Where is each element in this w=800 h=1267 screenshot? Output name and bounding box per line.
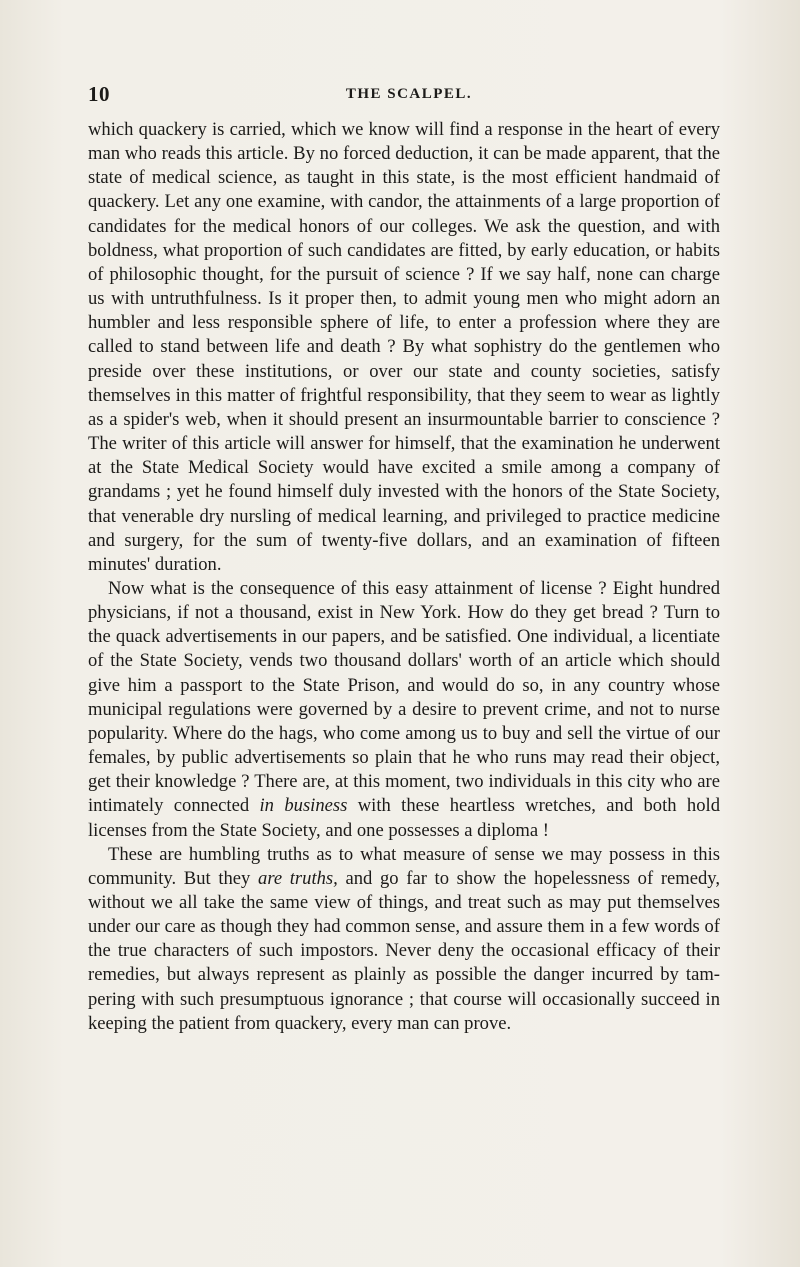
paragraph-2-text-a: Now what is the consequence of this easy attainment of license ? Eight hundred physicians, if not a thousand, exist in New York. How do they get bread ? Turn to the quack advertisements in our papers, and be satisfied. One individual, a licentiate of the State Society, vends two thousand dollars' worth of an article which should give him a passport to the State Prison, and would do so, in any country whose municipal regulations were governed by a desire to prevent crime, and not to nurse popularity. Where do the hags, who come among us to buy and sell the virtue of our females, by public advertisements so plain that he who runs may read their object, get their knowledge ? There are, at this moment, two individuals in this city who are intimately connected: [88, 577, 720, 817]
paragraph-3-text-b: and go far to show the hopelessness of remedy, without we all take the same view of things, and treat such as may put themselves under our care as though they had common sense, and assure them in a few words of the true characters of such impostors. Never deny the occasional efficacy of their remedies, but always represent as plainly as possible the danger incurred by tampering with such presumptuous ignorance ; that course will occasionally succeed in keeping the patient from quackery, every man can prove.: [88, 867, 721, 1034]
paragraph-2-text-b: with these heartless wretches, and both hold licenses from the State Society, and one possesses a diploma !: [88, 795, 720, 841]
page-number: 10: [88, 82, 110, 106]
paragraph-3-text-a: These are humbling truths as to what measure of sense we may possess in this community. But they: [88, 843, 720, 889]
paragraph-1: which quackery is carried, which we know will find a response in the heart of every man who reads this article. By no forced deduction, it can be made apparent, that the state of medical science, as taught in this state, is the most efficient handmaid of quackery. Let any one examine, with candor, the attainments of a large proportion of candidates for the medical honors of our colleges. We ask the question, and with boldness, what proportion of such candidates are fitted, by early education, or habits of philosophic thought, for the pursuit of science ? If we say half, none can charge us with untruthfulness. Is it proper then, to admit young men who might adorn an humbler and less responsible sphere of life, to enter a profession where they are called to stand between life and death ? By what sophistry do the gentlemen who preside over these institutions, or over our state and county societies, satisfy themselves in this matter of frightful responsibility, that they seem to wear as lightly as a spider's web, when it should present an insurmountable barrier to conscience ? The writer of this article will answer for himself, that the examination he underwent at the State Medical Society would have excited a smile among a company of grandams ; yet he found himself duly invested with the honors of the State Society, that venerable dry nursling of medical learning, and privileged to practice medicine and surgery, for the sum of twenty-five dollars, and an examination of fifteen minutes' duration.: [88, 119, 720, 575]
paragraph-3: [88, 843, 720, 1036]
body-text: [88, 118, 720, 1036]
paragraph-2: [88, 577, 720, 843]
running-head: [88, 82, 730, 118]
paragraph-3-italic: are truths,: [258, 867, 338, 889]
paragraph-2-italic: in business: [259, 795, 348, 817]
running-title: THE SCALPEL.: [345, 86, 473, 102]
